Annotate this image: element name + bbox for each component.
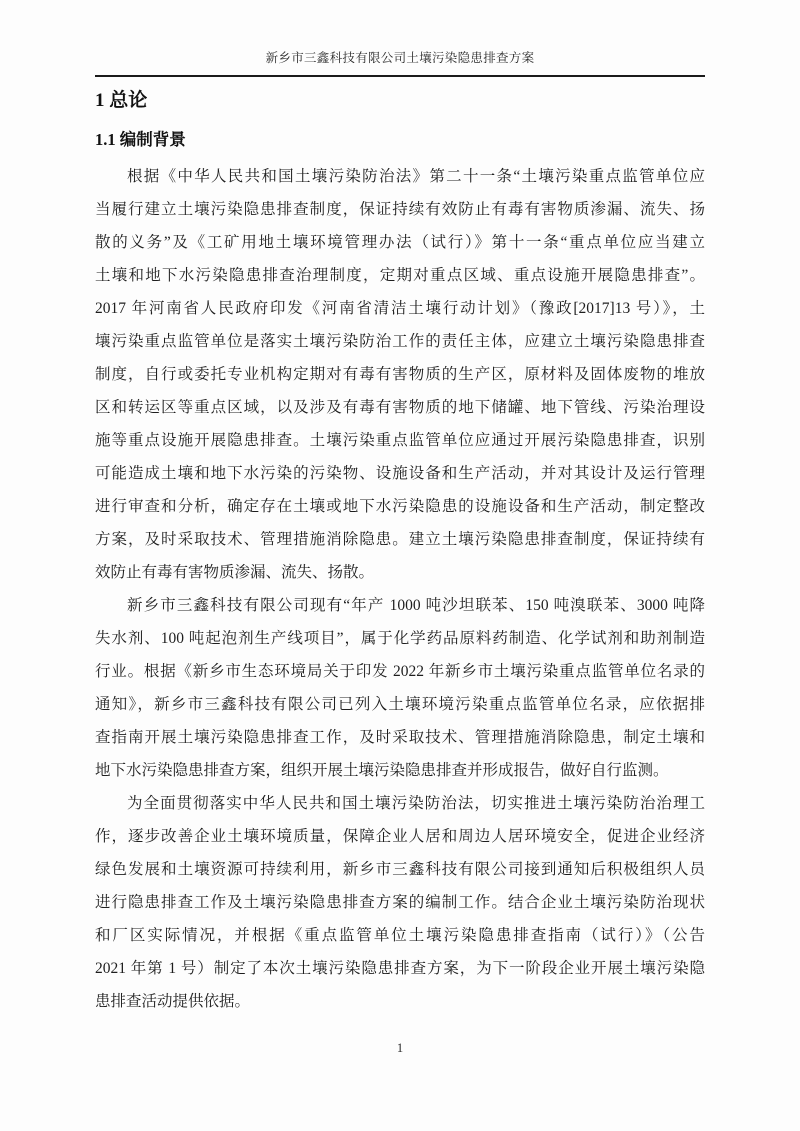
text-line: 壤污染重点监管单位是落实土壤污染防治工作的责任主体，应建立土壤污染隐患排查	[95, 333, 705, 350]
document-content	[95, 0, 705, 1018]
text-line: 和厂区实际情况，并根据《重点监管单位土壤污染隐患排查指南（试行）》（公告	[95, 927, 705, 944]
text-line: 为全面贯彻落实中华人民共和国土壤污染防治法，切实推进土壤污染防治治理工	[127, 795, 705, 812]
text-line: 土壤和地下水污染隐患排查治理制度，定期对重点区域、重点设施开展隐患排查”。	[95, 267, 705, 284]
text-line: 可能造成土壤和地下水污染的污染物、设施设备和生产活动，并对其设计及运行管理	[95, 465, 705, 482]
page-header	[95, 0, 705, 77]
text-line: 通知》，新乡市三鑫科技有限公司已列入土壤环境污染重点监管单位名录，应依据排	[95, 696, 705, 713]
text-line: 查指南开展土壤污染隐患排查工作，及时采取技术、管理措施消除隐患，制定土壤和	[95, 729, 705, 746]
text-line: 区和转运区等重点区域，以及涉及有毒有害物质的地下储罐、地下管线、污染治理设	[95, 399, 705, 416]
paragraph	[95, 589, 705, 787]
paragraph	[95, 787, 705, 1018]
text-line: 方案，及时采取技术、管理措施消除隐患。建立土壤污染隐患排查制度，保证持续有	[95, 531, 705, 548]
text-line: 根据《中华人民共和国土壤污染防治法》第二十一条“土壤污染重点监管单位应	[127, 168, 705, 185]
text-line: 进行审查和分析，确定存在土壤或地下水污染隐患的设施设备和生产活动，制定整改	[95, 498, 705, 515]
text-line: 2021 年第 1 号）制定了本次土壤污染隐患排查方案，为下一阶段企业开展土壤污染隐	[95, 960, 705, 977]
text-line: 失水剂、100 吨起泡剂生产线项目”，属于化学药品原料药制造、化学试剂和助剂制造	[95, 630, 705, 647]
header-rule	[95, 75, 705, 77]
text-line: 效防止有毒有害物质渗漏、流失、扬散。	[95, 564, 375, 581]
text-line: 地下水污染隐患排查方案，组织开展土壤污染隐患排查并形成报告，做好自行监测。	[95, 762, 669, 779]
text-line: 患排查活动提供依据。	[95, 993, 251, 1010]
running-head-title: 新乡市三鑫科技有限公司土壤污染隐患排查方案	[265, 51, 535, 65]
chapter-heading: 1 总论	[95, 90, 148, 111]
text-line: 2017 年河南省人民政府印发《河南省清洁土壤行动计划》（豫政[2017]13 号）》，土	[95, 300, 705, 317]
paragraph	[95, 160, 705, 589]
text-line: 作，逐步改善企业土壤环境质量，保障企业人居和周边人居环境安全，促进企业经济	[95, 828, 705, 845]
text-line: 当履行建立土壤污染隐患排查制度，保证持续有效防止有毒有害物质渗漏、流失、扬	[95, 201, 705, 218]
document-body	[95, 160, 705, 1018]
text-line: 施等重点设施开展隐患排查。土壤污染重点监管单位应通过开展污染隐患排查，识别	[95, 432, 705, 449]
text-line: 进行隐患排查工作及土壤污染隐患排查方案的编制工作。结合企业土壤污染防治现状	[95, 894, 705, 911]
text-line: 散的义务”及《工矿用地土壤环境管理办法（试行）》第十一条“重点单位应当建立	[95, 234, 705, 251]
section-heading: 1.1 编制背景	[95, 130, 186, 149]
text-line: 新乡市三鑫科技有限公司现有“年产 1000 吨沙坦联苯、150 吨溴联苯、3000 吨降	[127, 597, 705, 614]
text-line: 制度，自行或委托专业机构定期对有毒有害物质的生产区，原材料及固体废物的堆放	[95, 366, 705, 383]
text-line: 绿色发展和土壤资源可持续利用，新乡市三鑫科技有限公司接到通知后积极组织人员	[95, 861, 705, 878]
page-number: 1	[396, 1041, 404, 1055]
text-line: 行业。根据《新乡市生态环境局关于印发 2022 年新乡市土壤污染重点监管单位名录的	[95, 663, 705, 680]
